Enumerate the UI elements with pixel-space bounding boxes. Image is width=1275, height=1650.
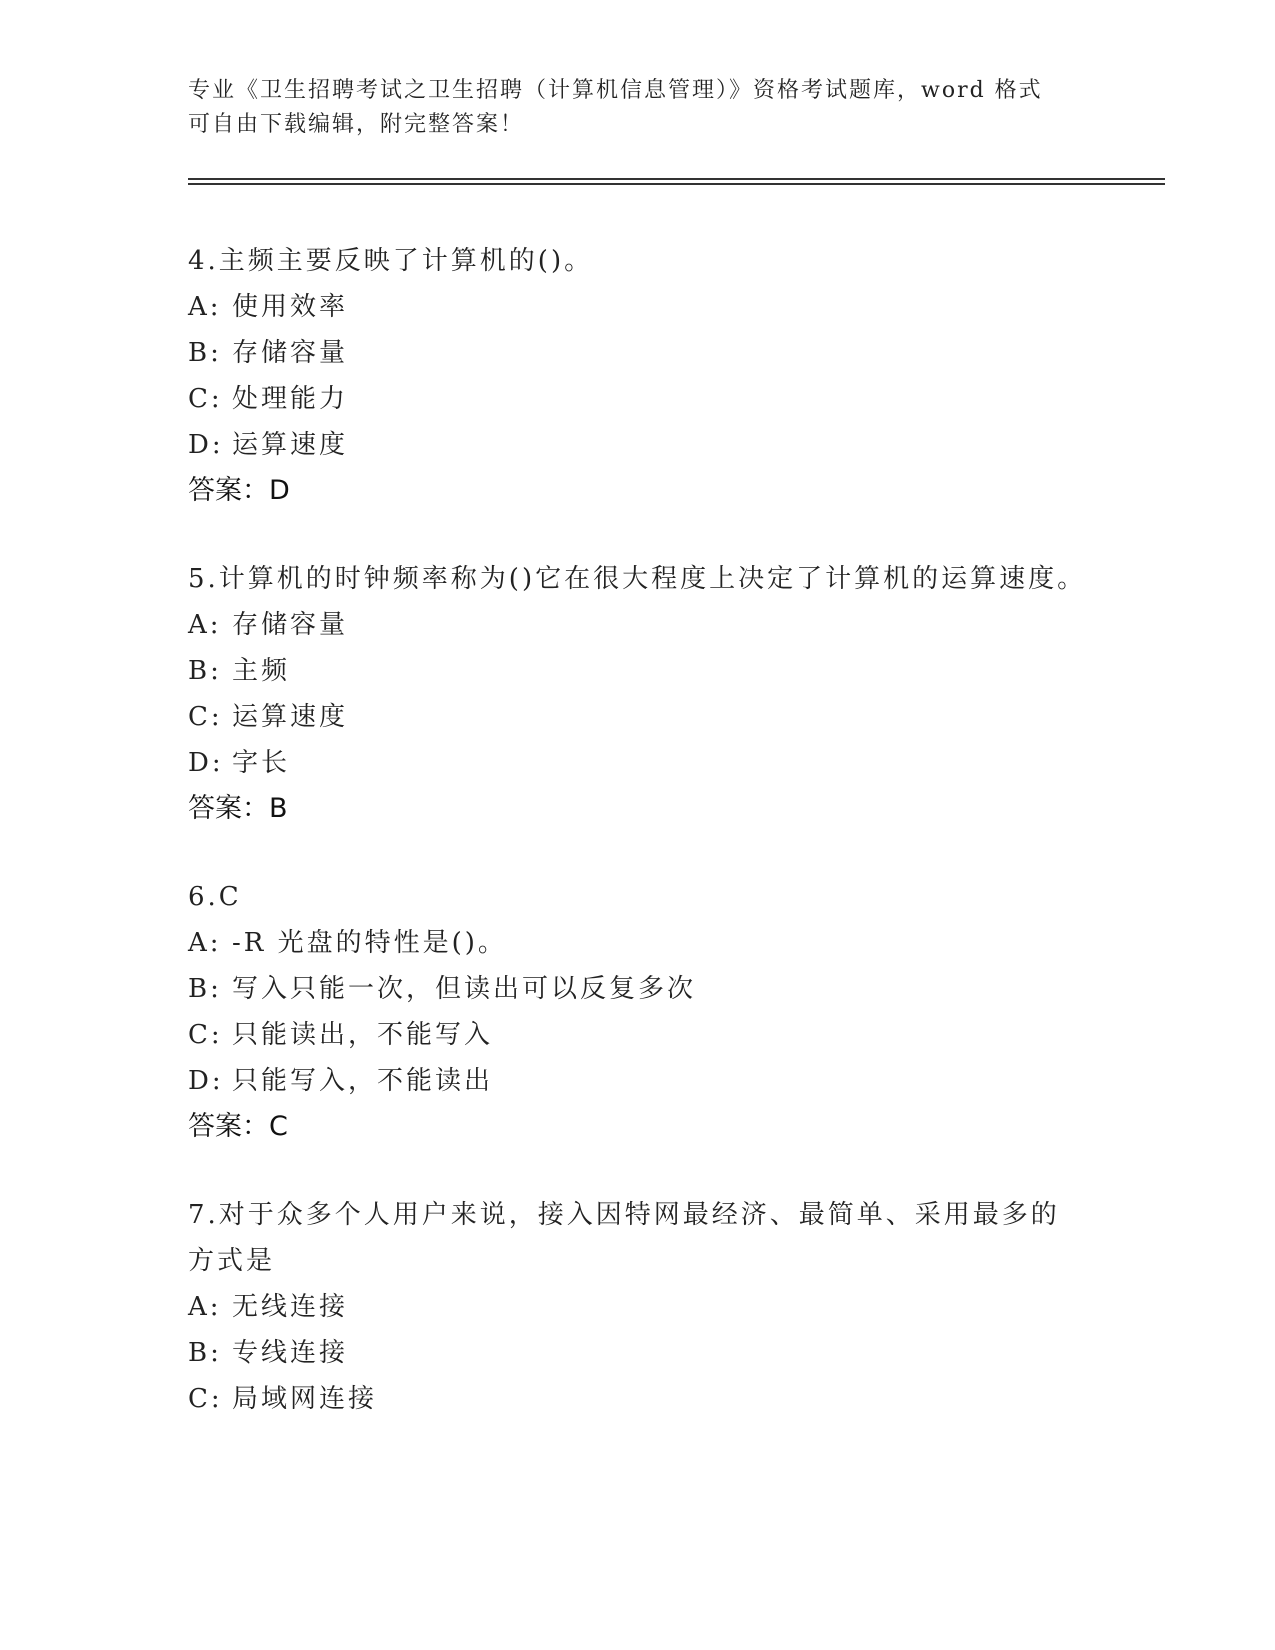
option-text: 处理能力 [232,384,349,414]
option-c [188,1012,1088,1058]
option-text: 存储容量 [232,338,349,368]
option-text: 专线连接 [232,1338,349,1368]
answer-line: 答案：C [188,1111,288,1142]
option-letter: C: [188,1020,223,1050]
option-text: 只能读出，不能写入 [232,1020,494,1050]
option-c [188,694,1088,740]
option-text: -R 光盘的特性是()。 [232,928,507,958]
option-letter: A: [188,1292,222,1322]
answer-line: 答案：D [188,475,290,506]
option-text: 运算速度 [232,702,349,732]
option-letter: C: [188,1384,223,1414]
question-text: 5.计算机的时钟频率称为()它在很大程度上决定了计算机的运算速度。 [188,564,1087,594]
option-letter: D: [188,1066,224,1096]
question-text: 6.C [188,882,242,912]
question-text: 4.主频主要反映了计算机的()。 [188,246,594,276]
option-text: 存储容量 [232,610,349,640]
header-divider-top [188,178,1165,180]
option-a [188,284,1088,330]
option-text: 写入只能一次，但读出可以反复多次 [232,974,697,1004]
header-divider-bottom [188,183,1165,185]
option-text: 局域网连接 [232,1384,378,1414]
question-5 [188,556,1088,832]
option-text: 使用效率 [232,292,349,322]
question-6 [188,874,1088,1150]
option-a [188,920,1088,966]
option-letter: B: [188,656,222,686]
option-letter: C: [188,702,223,732]
option-letter: A: [188,928,222,958]
option-a [188,1284,1088,1330]
option-text: 只能写入，不能读出 [232,1066,494,1096]
option-d [188,740,1088,786]
question-4 [188,238,1088,514]
option-a [188,602,1088,648]
option-letter: B: [188,1338,222,1368]
option-letter: C: [188,384,223,414]
option-text: 运算速度 [232,430,349,460]
question-list [188,238,1088,1464]
option-d [188,1058,1088,1104]
option-letter: A: [188,610,222,640]
document-header [188,74,1068,142]
question-7 [188,1192,1088,1422]
option-c [188,1376,1088,1422]
option-letter: B: [188,974,222,1004]
option-text: 主频 [232,656,291,686]
option-text: 无线连接 [232,1292,349,1322]
option-b [188,648,1088,694]
option-letter: A: [188,292,222,322]
option-d [188,422,1088,468]
header-line-2: 可自由下载编辑，附完整答案！ [188,112,525,137]
option-text: 字长 [232,748,291,778]
option-c [188,376,1088,422]
option-b [188,1330,1088,1376]
option-b [188,330,1088,376]
header-line-1: 专业《卫生招聘考试之卫生招聘（计算机信息管理）》资格考试题库，word 格式 [188,78,1043,103]
option-letter: D: [188,748,224,778]
answer-line: 答案：B [188,793,288,824]
option-letter: D: [188,430,224,460]
option-letter: B: [188,338,222,368]
question-text: 7.对于众多个人用户来说，接入因特网最经济、最简单、采用最多的方式是 [188,1200,1060,1276]
option-b [188,966,1088,1012]
